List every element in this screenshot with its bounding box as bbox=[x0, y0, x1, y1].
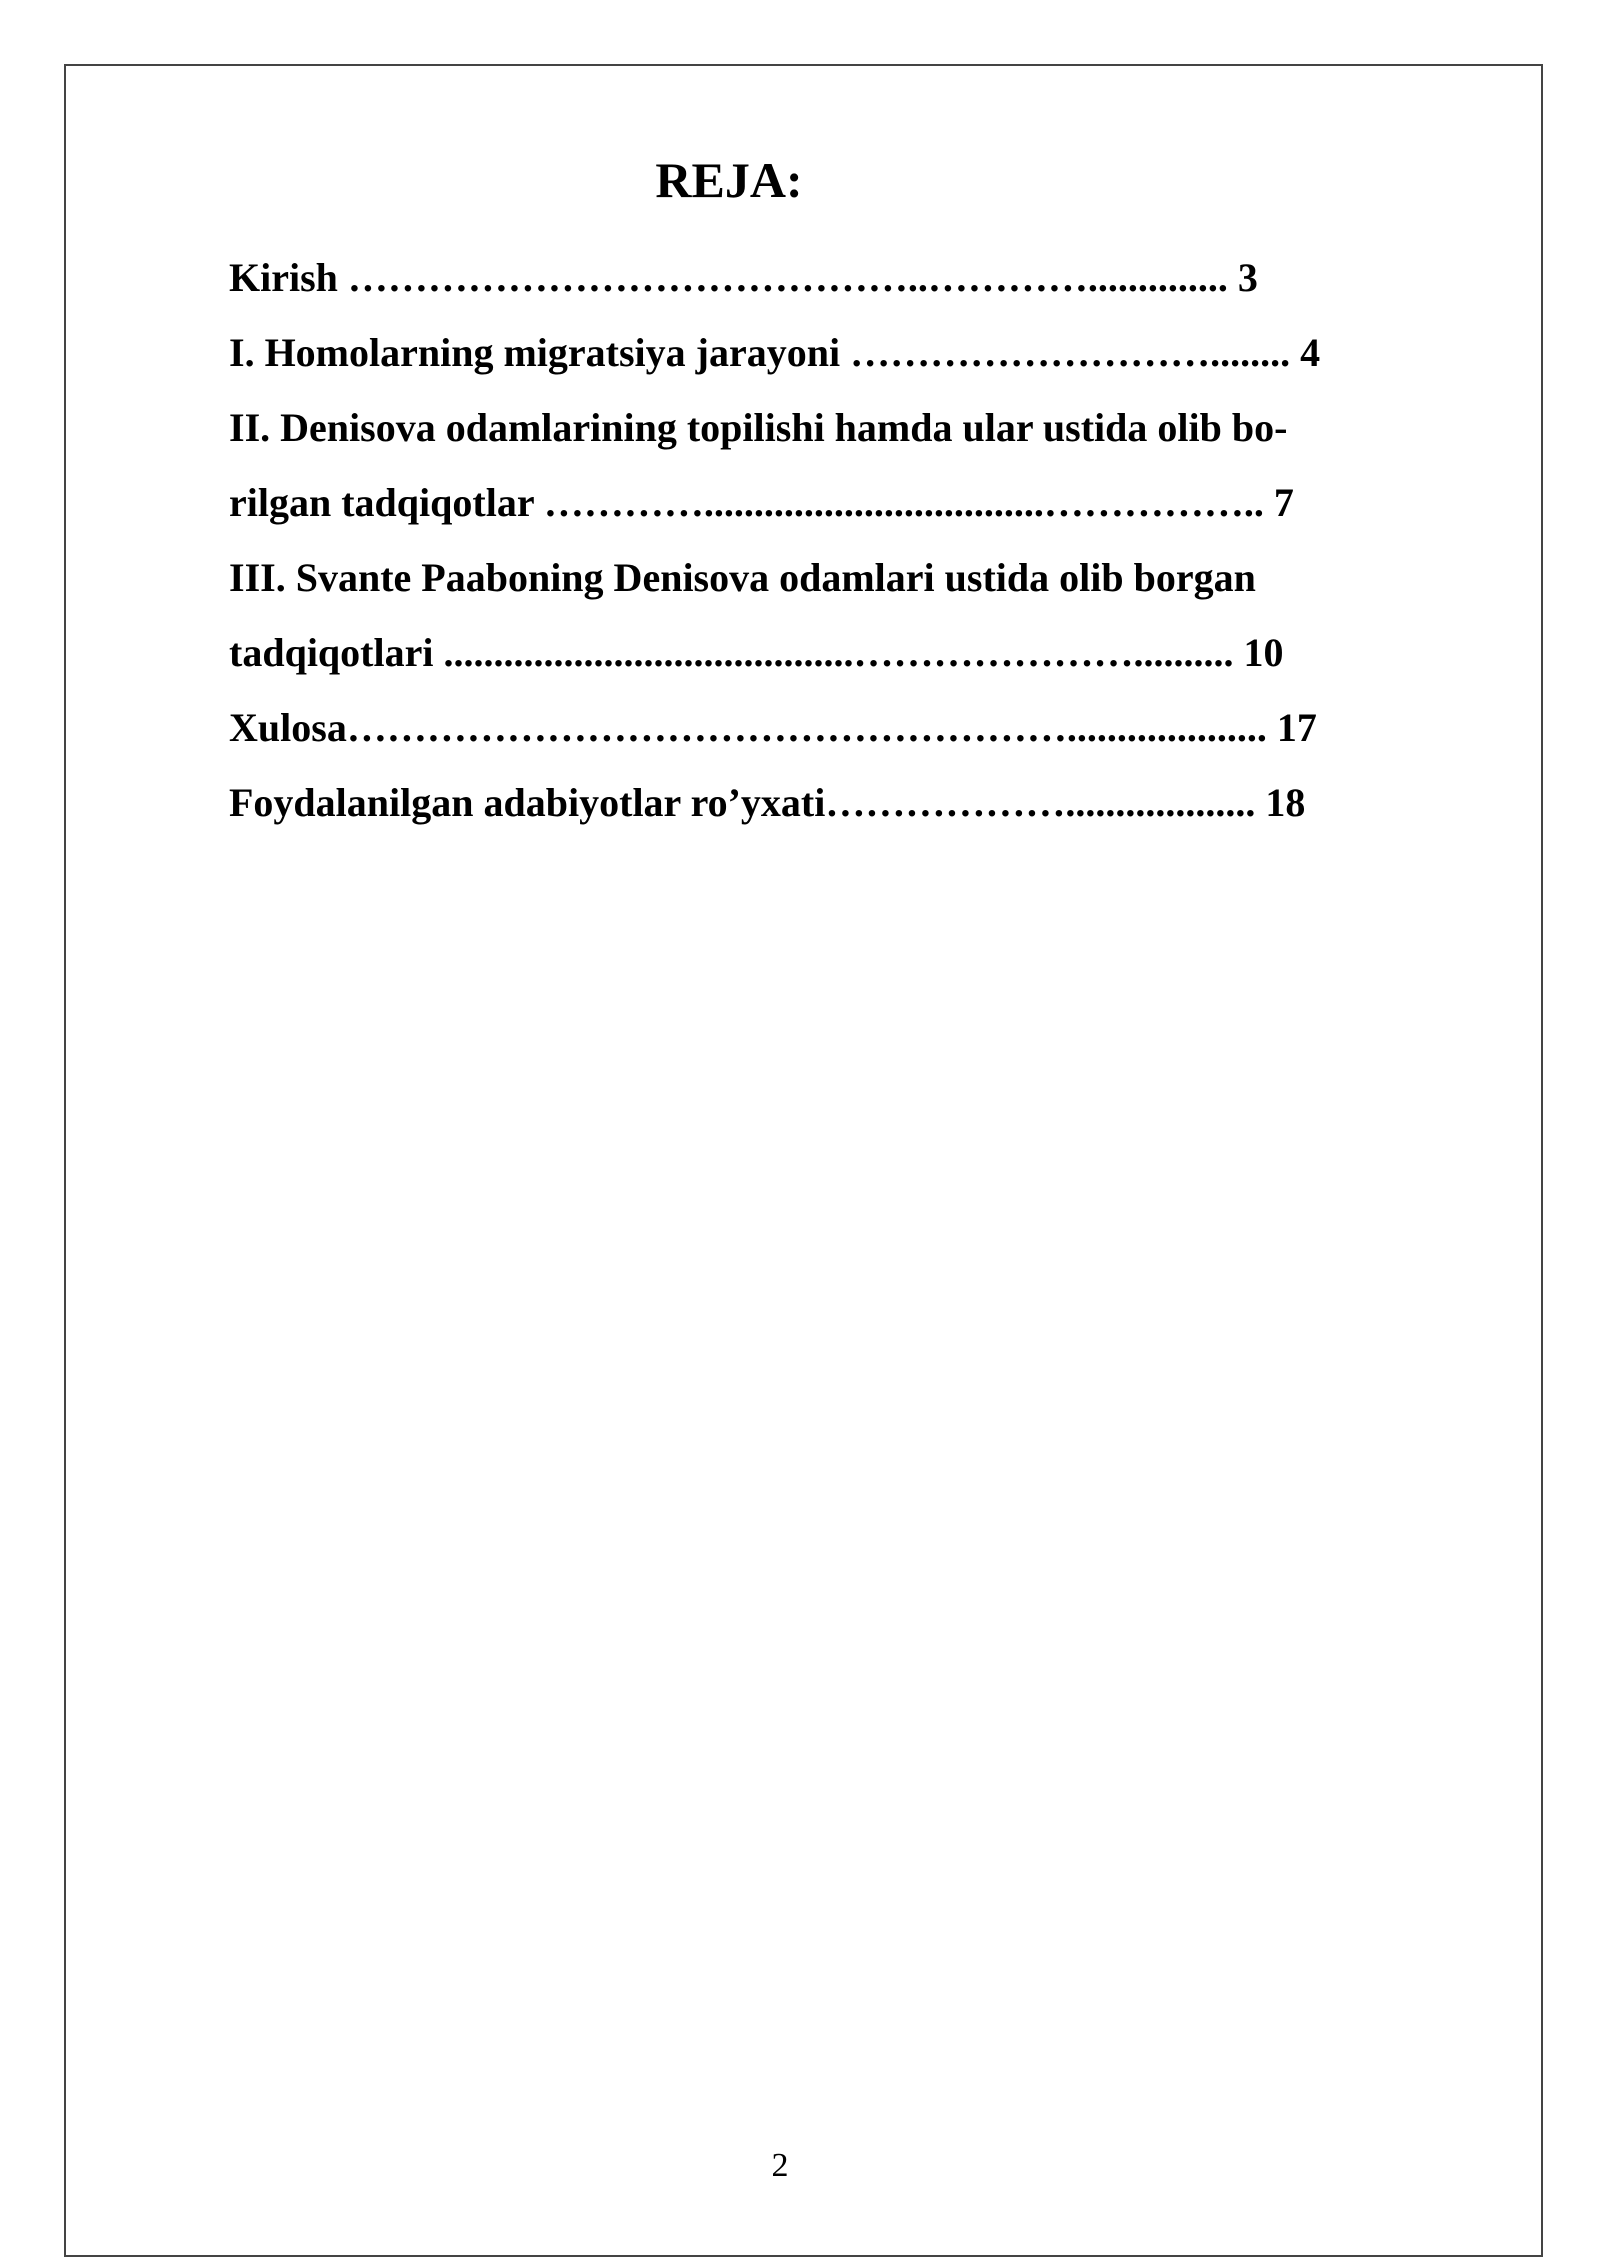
toc-entry-chapter-2-line-2: rilgan tadqiqotlar …………..................................…………….. 7 bbox=[229, 480, 1294, 525]
table-of-contents bbox=[229, 240, 1409, 840]
toc-entry-xulosa: Xulosa……………………………………………….................... 17 bbox=[229, 705, 1317, 750]
toc-entry-chapter-3-line-1: III. Svante Paaboning Denisova odamlari ustida olib borgan bbox=[229, 555, 1256, 600]
page-number: 2 bbox=[771, 2147, 789, 2184]
toc-entry-chapter-3-line-2: tadqiqotlari .........................................………………….......... 10 bbox=[229, 630, 1284, 675]
toc-entry-chapter-2-line-1: II. Denisova odamlarining topilishi hamda ular ustida olib bo- bbox=[229, 405, 1288, 450]
toc-entry-kirish: Kirish ……………………………………..………….............. 3 bbox=[229, 255, 1258, 300]
toc-entry-chapter-1: I. Homolarning migratsiya jarayoni ………………………........ 4 bbox=[229, 330, 1321, 375]
toc-entry-references: Foydalanilgan adabiyotlar ro’yxati………………................... 18 bbox=[229, 780, 1306, 825]
page-title: REJA: bbox=[655, 152, 803, 208]
